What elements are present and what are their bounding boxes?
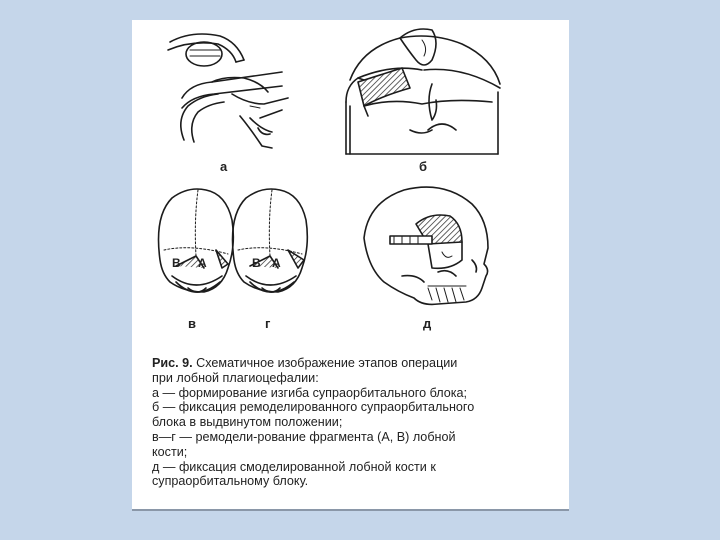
panel-g-drawing — [233, 189, 308, 292]
caption-title-line-1 — [152, 356, 557, 371]
panel-label-b: б — [419, 159, 428, 174]
surgery-stages-figure — [132, 20, 569, 360]
panel-b-drawing — [346, 29, 500, 154]
caption-title-line-2: при лобной плагиоцефалии: — [152, 370, 319, 385]
caption-title: Схематичное изображение этапов операции — [196, 356, 458, 370]
panel-d-drawing — [364, 187, 488, 304]
caption-item-vg-line-2: кости; — [152, 444, 188, 459]
fragment-label-v-b: В — [172, 256, 181, 270]
panel-label-a: а — [220, 159, 228, 174]
caption-item-d-line-1: д — фиксация смоделированной лобной кости к — [152, 459, 436, 474]
figure-number: Рис. 9. — [152, 356, 193, 370]
fragment-label-g-b: В — [252, 256, 261, 270]
caption-item-b-line-1: б — фиксация ремоделированного супраорбитального — [152, 400, 475, 415]
caption-item-b-line-2: блока в выдвинутом положении; — [152, 415, 343, 430]
caption-item-d-line-2: супраорбитальному блоку. — [152, 474, 309, 489]
panel-label-d: д — [423, 316, 432, 331]
panel-label-g: г — [265, 316, 271, 331]
panel-label-v: в — [188, 316, 196, 331]
caption-item-vg-line-1: в—г — ремодели-рование фрагмента (А, В) лобной — [152, 429, 456, 444]
fragment-label-g-a: А — [272, 256, 281, 270]
panel-v-drawing — [159, 189, 234, 292]
page-bottom-edge — [132, 509, 569, 511]
figure-caption — [152, 356, 557, 489]
fragment-label-v-a: А — [198, 256, 207, 270]
panel-a-drawing — [168, 34, 288, 148]
caption-item-a: а — формирование изгиба супраорбитального блока; — [152, 385, 468, 400]
document-page — [132, 20, 569, 510]
